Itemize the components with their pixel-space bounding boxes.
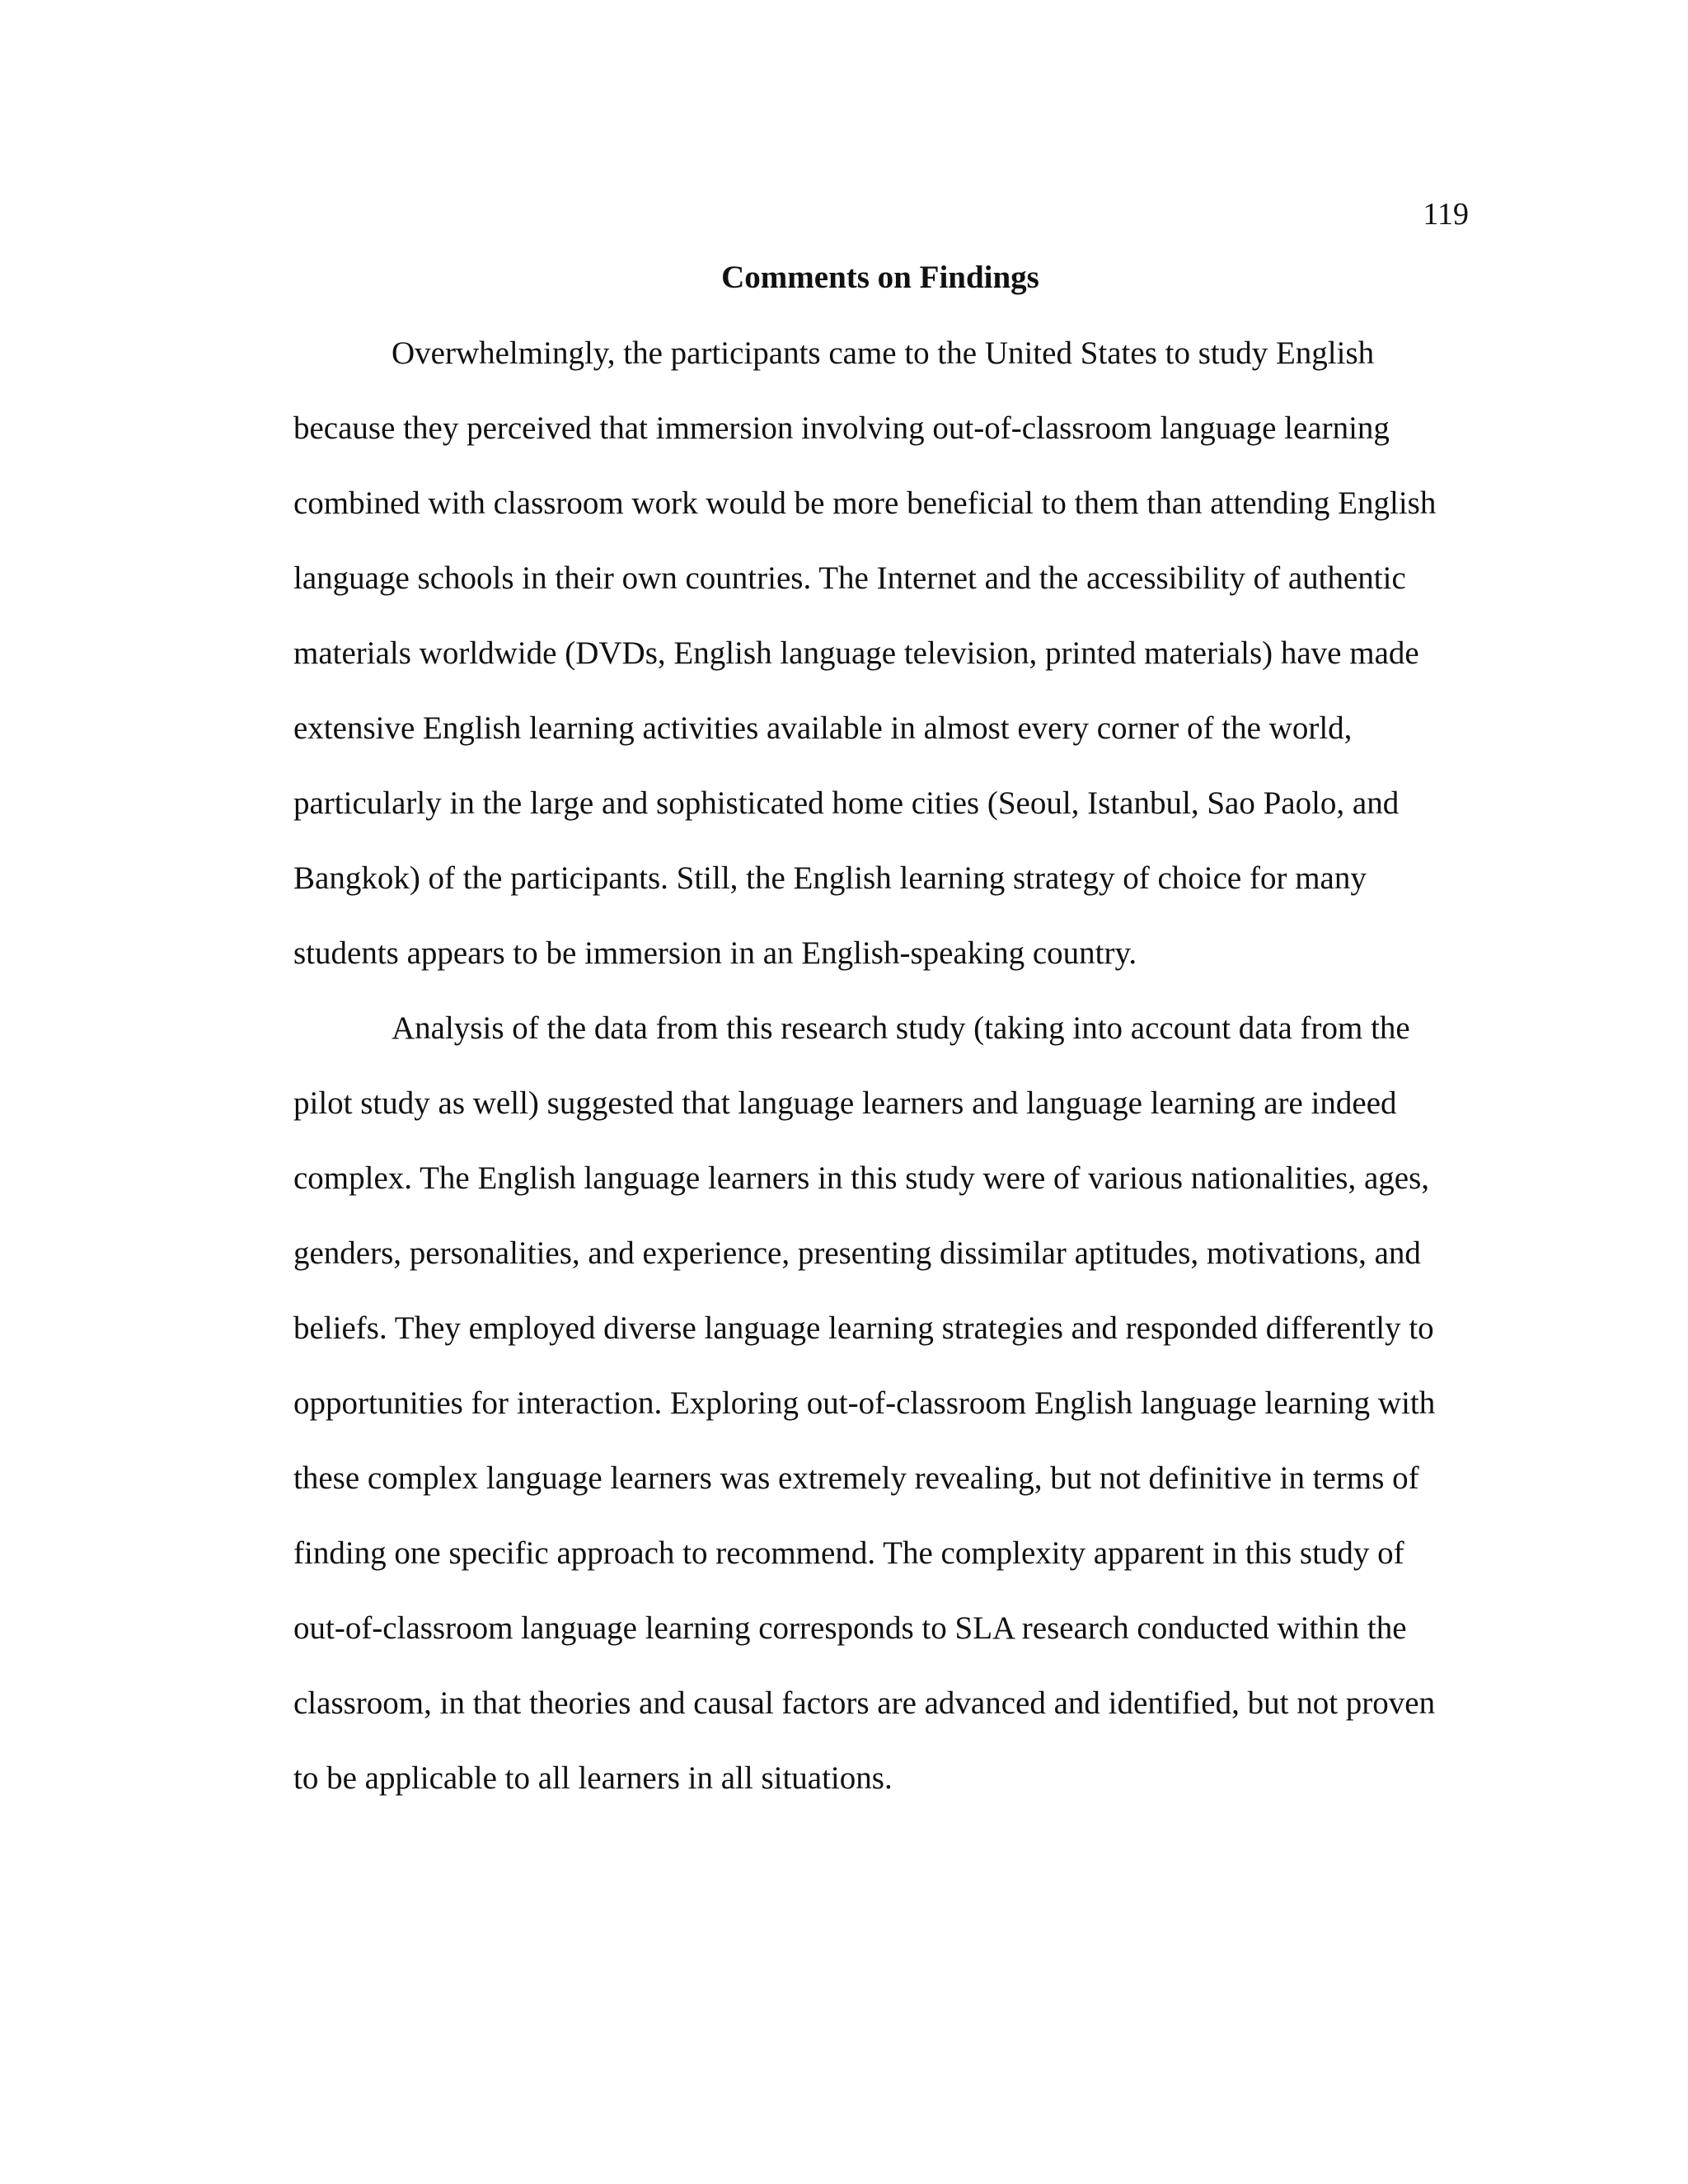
text-line: Analysis of the data from this research study (taking into account data from the <box>392 1010 1410 1046</box>
text-line: to be applicable to all learners in all situations. <box>293 1760 893 1796</box>
text-line: students appears to be immersion in an English-speaking country. <box>293 935 1137 971</box>
text-line: Overwhelmingly, the participants came to the United States to study English <box>392 335 1375 371</box>
page-number: 119 <box>1423 197 1469 232</box>
text-line: extensive English learning activities available in almost every corner of the world, <box>293 710 1353 746</box>
text-line: opportunities for interaction. Exploring out-of-classroom English language learning with <box>293 1385 1436 1421</box>
text-line: beliefs. They employed diverse language learning strategies and responded differently to <box>293 1310 1434 1346</box>
text-line: genders, personalities, and experience, presenting dissimilar aptitudes, motivations, and <box>293 1235 1421 1271</box>
text-line: complex. The English language learners in this study were of various nationalities, ages, <box>293 1160 1430 1196</box>
text-line: Bangkok) of the participants. Still, the English learning strategy of choice for many <box>293 860 1367 896</box>
text-line: finding one specific approach to recommend. The complexity apparent in this study of <box>293 1535 1404 1571</box>
text-line: materials worldwide (DVDs, English language television, printed materials) have made <box>293 635 1419 671</box>
text-line: out-of-classroom language learning corresponds to SLA research conducted within the <box>293 1610 1407 1646</box>
text-line: pilot study as well) suggested that language learners and language learning are indeed <box>293 1085 1397 1121</box>
text-line: combined with classroom work would be more beneficial to them than attending English <box>293 485 1437 521</box>
text-line: particularly in the large and sophisticated home cities (Seoul, Istanbul, Sao Paolo, and <box>293 785 1400 821</box>
text-line: language schools in their own countries. The Internet and the accessibility of authentic <box>293 560 1406 596</box>
text-line: these complex language learners was extremely revealing, but not definitive in terms of <box>293 1460 1419 1496</box>
section-heading: Comments on Findings <box>721 260 1039 295</box>
text-line: classroom, in that theories and causal factors are advanced and identified, but not proven <box>293 1685 1436 1721</box>
text-line: because they perceived that immersion involving out-of-classroom language learning <box>293 410 1390 446</box>
